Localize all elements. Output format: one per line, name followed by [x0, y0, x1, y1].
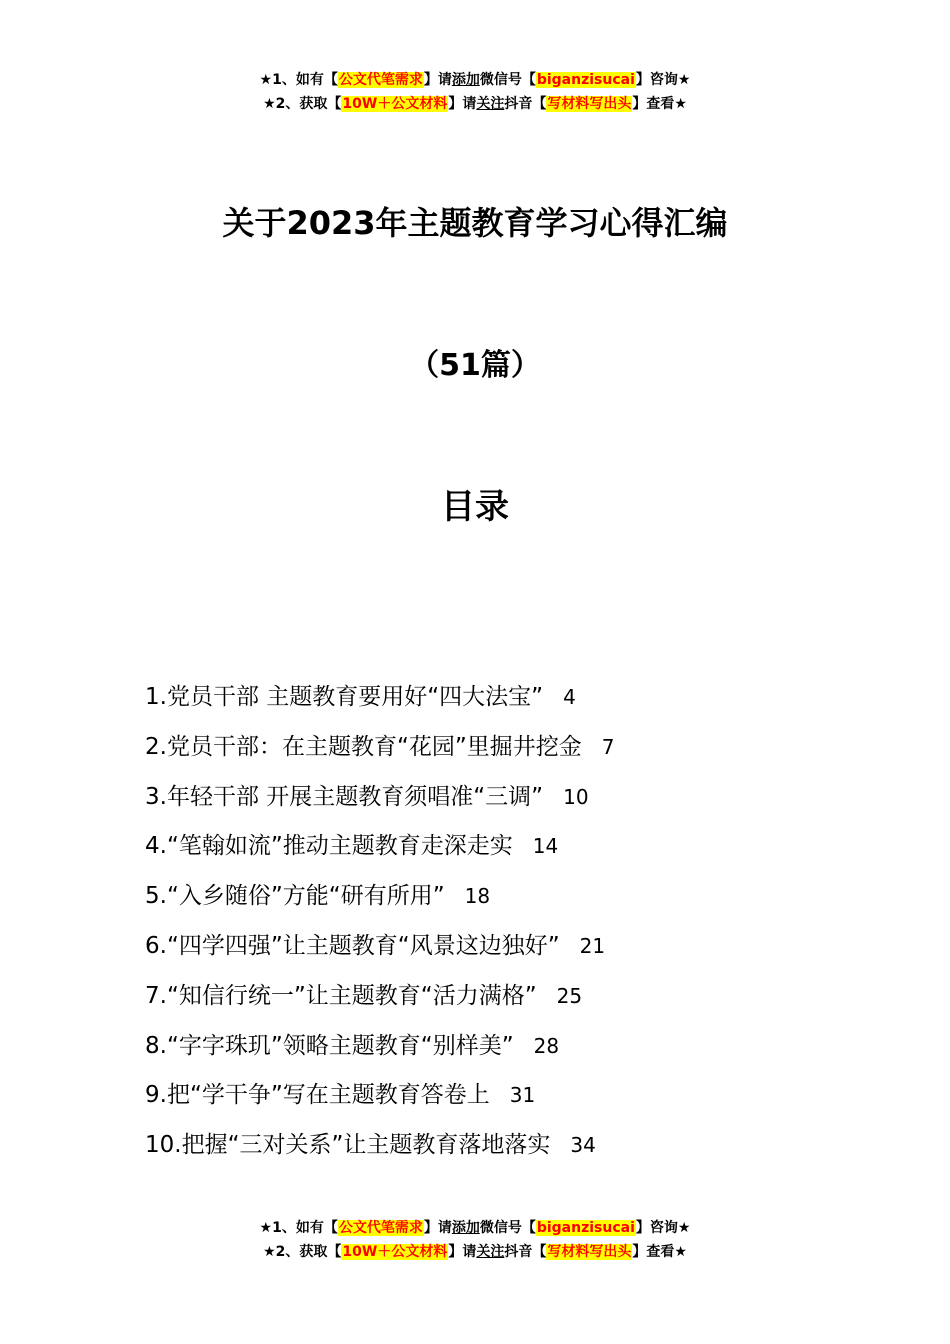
- toc-item-label: 1.党员干部 主题教育要用好“四大法宝”: [145, 684, 544, 710]
- highlight-materials: 10W＋公文材料: [342, 1244, 448, 1260]
- toc-item-page: 25: [556, 983, 583, 1008]
- toc-item[interactable]: [145, 1026, 615, 1076]
- toc-item[interactable]: [145, 1125, 615, 1175]
- toc-item-page: 21: [579, 933, 606, 958]
- toc-item[interactable]: [145, 1075, 615, 1125]
- toc-item-label: 8.“字字珠玑”领略主题教育“别样美”: [145, 1032, 514, 1059]
- highlight-service: 公文代笔需求: [338, 72, 423, 88]
- toc-item-page: 31: [509, 1083, 536, 1108]
- toc-item-page: 34: [570, 1133, 596, 1158]
- highlight-wechat-id: biganzisucai: [536, 72, 635, 88]
- toc-item-label: 2.党员干部：在主题教育“花园”里掘井挖金: [145, 733, 582, 760]
- toc-item-page: 4: [563, 685, 576, 709]
- notice-line-2: ★2、获取【10W＋公文材料】请关注抖音【写材料写出头】查看★: [263, 1244, 687, 1260]
- highlight-wechat-id: biganzisucai: [536, 1220, 635, 1236]
- toc-item-label: 3.年轻干部 开展主题教育须唱准“三调”: [145, 783, 544, 810]
- notice-line-1: ★1、如有【公文代笔需求】请添加微信号【biganzisucai】咨询★: [259, 72, 691, 88]
- toc-item-label: 4.“笔翰如流”推动主题教育走深走实: [145, 833, 513, 860]
- toc-heading: 目录: [441, 487, 509, 527]
- toc-item[interactable]: [145, 727, 615, 777]
- toc-item[interactable]: [145, 976, 615, 1026]
- notice-line-2: ★2、获取【10W＋公文材料】请关注抖音【写材料写出头】查看★: [263, 96, 687, 112]
- document-subtitle: （51篇）: [409, 348, 541, 383]
- toc-item-label: 9.把“学干争”写在主题教育答卷上: [145, 1082, 490, 1109]
- toc-item-page: 14: [532, 834, 559, 859]
- toc-item[interactable]: [145, 926, 615, 976]
- toc-item-label: 10.把握“三对关系”让主题教育落地落实: [145, 1132, 551, 1159]
- toc-item-page: 10: [563, 784, 589, 809]
- highlight-materials: 10W＋公文材料: [342, 96, 448, 112]
- toc-item[interactable]: [145, 677, 615, 727]
- toc-item-page: 28: [533, 1033, 560, 1058]
- toc-item-page: 18: [464, 884, 491, 909]
- toc-item-label: 5.“入乡随俗”方能“研有所用”: [145, 883, 445, 910]
- table-of-contents: [145, 677, 615, 1175]
- toc-item-label: 6.“四学四强”让主题教育“风景这边独好”: [145, 932, 560, 959]
- toc-item-label: 7.“知信行统一”让主题教育“活力满格”: [145, 982, 537, 1009]
- toc-item[interactable]: [145, 826, 615, 876]
- highlight-douyin: 写材料写出头: [547, 1244, 632, 1260]
- highlight-service: 公文代笔需求: [338, 1220, 423, 1236]
- highlight-douyin: 写材料写出头: [547, 96, 632, 112]
- document-title: 关于2023年主题教育学习心得汇编: [222, 204, 728, 242]
- toc-item-page: 7: [601, 734, 615, 759]
- toc-item[interactable]: [145, 777, 615, 827]
- notice-line-1: ★1、如有【公文代笔需求】请添加微信号【biganzisucai】咨询★: [259, 1220, 691, 1236]
- toc-item[interactable]: [145, 876, 615, 926]
- header-notice: [0, 68, 950, 116]
- footer-notice: [0, 1216, 950, 1264]
